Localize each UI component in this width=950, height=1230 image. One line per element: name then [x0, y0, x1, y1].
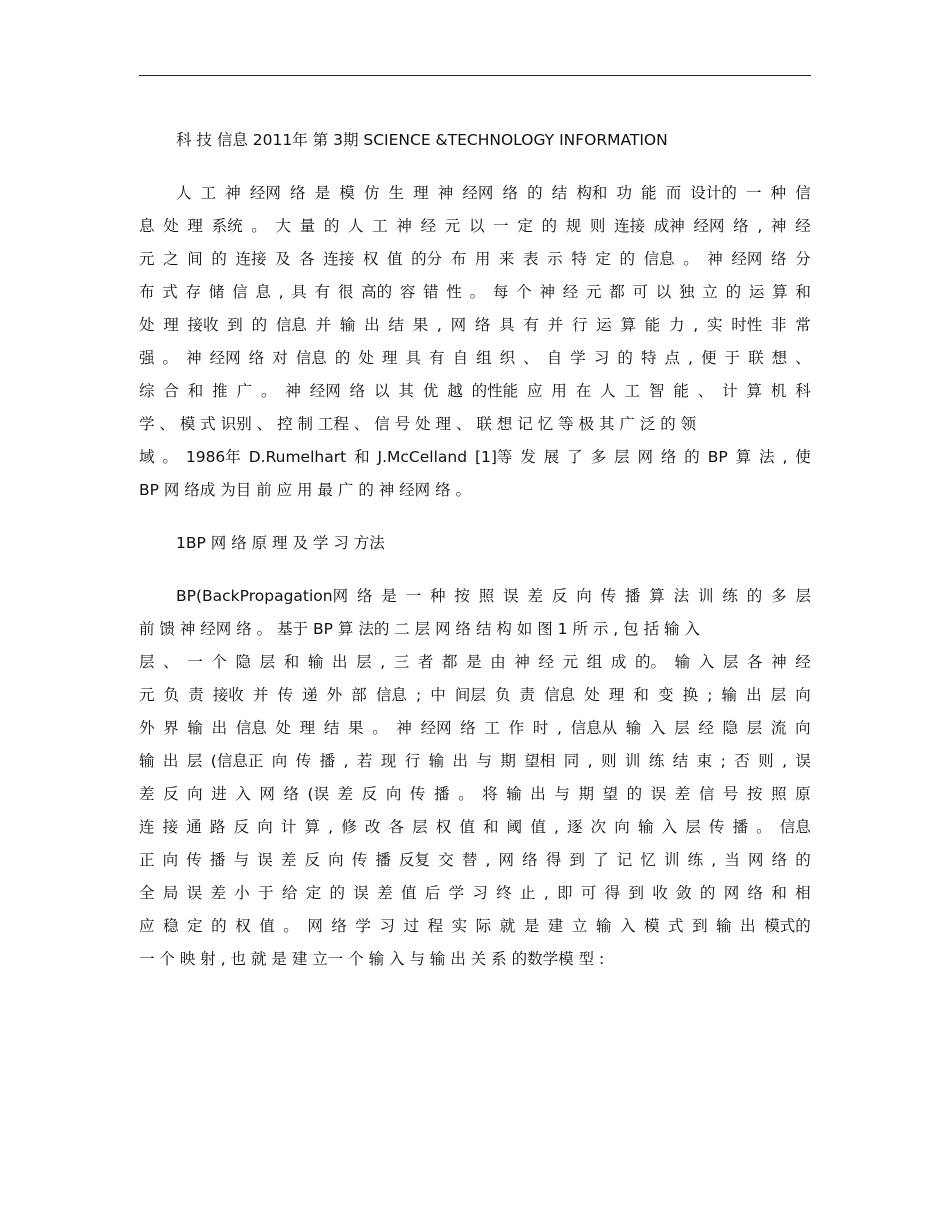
section-heading: 1BP 网 络 原 理 及 学 习 方法: [176, 534, 385, 552]
paragraph-line: 元 之 间 的 连接 及 各 连接 权 值 的分 布 用 来 表 示 特 定 的 信息 。 神 经网 络 分: [139, 250, 811, 268]
paragraph-line: 一 个 映 射 , 也 就 是 建 立一 个 输 入 与 输 出 关 系 的数学模 型 :: [139, 950, 605, 968]
paragraph-line: 布 式 存 储 信 息 , 具 有 很 高的 容 错 性 。 每 个 神 经 元 都 可 以 独 立 的 运 算 和: [139, 283, 811, 301]
paragraph-line: 综 合 和 推 广 。 神 经网 络 以 其 优 越 的性能 应 用 在 人 工 智 能 、 计 算 机 科: [139, 382, 811, 400]
paragraph-line: 应 稳 定 的 权 值 。 网 络 学 习 过 程 实 际 就 是 建 立 输 入 模 式 到 输 出 模式的: [139, 917, 811, 935]
journal-header: 科 技 信息 2011年 第 3期 SCIENCE &TECHNOLOGY INFORMATION: [176, 131, 668, 149]
paragraph-line: 输 出 层 (信息正 向 传 播 , 若 现 行 输 出 与 期 望相 同 , 则 训 练 结 束 ; 否 则 , 误: [139, 752, 811, 770]
paragraph-line: BP(BackPropagation网 络 是 一 种 按 照 误 差 反 向 传 播 算 法 训 练 的 多 层: [176, 587, 811, 605]
paragraph-line: 域 。 1986年 D.Rumelhart 和 J.McCelland [1]等 发 展 了 多 层 网 络 的 BP 算 法 , 使: [139, 448, 811, 466]
paragraph-line: 全 局 误 差 小 于 给 定 的 误 差 值 后 学 习 终 止 , 即 可 得 到 收 敛 的 网 络 和 相: [139, 884, 811, 902]
paragraph-line: 层 、 一 个 隐 层 和 输 出 层 , 三 者 都 是 由 神 经 元 组 成 的。 输 入 层 各 神 经: [139, 653, 811, 671]
paragraph-line: 元 负 责 接收 并 传 递 外 部 信息 ; 中 间层 负 责 信息 处 理 和 变 换 ; 输 出 层 向: [139, 686, 811, 704]
paragraph-line: 人 工 神 经网 络 是 模 仿 生 理 神 经网 络 的 结 构和 功 能 而 设计的 一 种 信: [176, 184, 811, 202]
paragraph-line: 处 理 接收 到 的 信息 并 输 出 结 果 , 网 络 具 有 并 行 运 算 能 力 , 实 时性 非 常: [139, 316, 811, 334]
paragraph-line: 连 接 通 路 反 向 计 算 , 修 改 各 层 权 值 和 阈 值 , 逐 次 向 输 入 层 传 播 。 信息: [139, 818, 811, 836]
paragraph-line: 学 、 模 式 识别 、 控 制 工程 、 信 号 处 理 、 联 想 记 忆 等 极 其 广 泛 的 领: [139, 415, 697, 433]
document-body: [139, 124, 811, 976]
paragraph-line: 差 反 向 进 入 网 络 (误 差 反 向 传 播 。 将 输 出 与 期 望 的 误 差 信 号 按 照 原: [139, 785, 811, 803]
paragraph-line: 前 馈 神 经网 络 。 基于 BP 算 法的 二 层 网 络 结 构 如 图 1 所 示 , 包 括 输 入: [139, 620, 700, 638]
intro-paragraph: [139, 177, 811, 507]
header-rule: [139, 75, 811, 76]
paragraph-line: 外 界 输 出 信息 处 理 结 果 。 神 经网 络 工 作 时 , 信息从 输 入 层 经 隐 层 流 向: [139, 719, 811, 737]
paragraph-line: BP 网 络成 为目 前 应 用 最 广 的 神 经网 络 。: [139, 481, 472, 499]
body-paragraph: [139, 580, 811, 976]
paragraph-line: 正 向 传 播 与 误 差 反 向 传 播 反复 交 替 , 网 络 得 到 了 记 忆 训 练 , 当 网 络 的: [139, 851, 811, 869]
paragraph-line: 强 。 神 经网 络 对 信息 的 处 理 具 有 自 组 织 、 自 学 习 的 特 点 , 便 于 联 想 、: [139, 349, 811, 367]
paragraph-line: 息 处 理 系统 。 大 量 的 人 工 神 经 元 以 一 定 的 规 则 连接 成神 经网 络 , 神 经: [139, 217, 811, 235]
